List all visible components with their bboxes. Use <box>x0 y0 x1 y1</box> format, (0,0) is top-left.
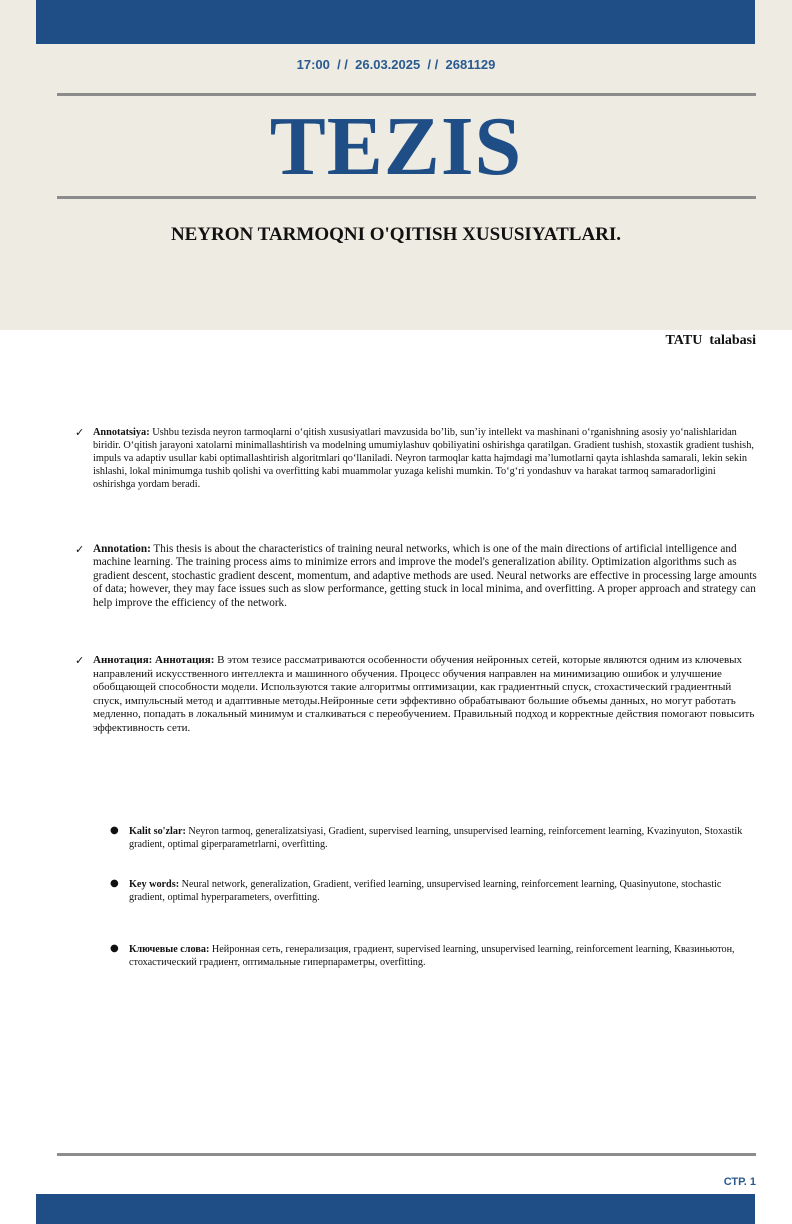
top-color-bar <box>36 0 755 44</box>
keywords-uzbek <box>110 825 759 851</box>
bottom-color-bar <box>36 1194 755 1224</box>
abstract-text: В этом тезисе рассматриваются особенности обучения нейронных сетей, которые являются одним из ключевых направлений искусственного интеллекта и машинного обучения. Процесс обучения направлен на минимизацию ошибок и улучшение обобщающей способности модели. Используются такие алгоритмы оптимизации, как градиентный спуск, стохастический градиентный спуск, импульсный метод и адаптивные методы.Нейронные сети эффективно обрабатывают большие объемы данных, но могут работать медленно, попадать в локальный минимум и сталкиваться с переобучением. Правильный подход и корректные действия помогают повысить эффективность сети. <box>93 654 755 734</box>
keywords-label: Ключевые слова: <box>129 944 210 955</box>
abstract-russian <box>75 654 759 735</box>
check-icon: ✓ <box>75 426 85 439</box>
bullet-icon: ● <box>110 825 119 836</box>
keywords-russian <box>110 943 759 969</box>
keywords-label: Kalit so'zlar: <box>129 826 186 837</box>
keywords-label: Key words: <box>129 879 180 890</box>
abstract-text: Ushbu tezisda neyron tarmoqlarni o‘qitish xususiyatlari mavzusida bo’lib, sun’iy intellekt va mashinani o‘rganishning asosiy yo‘nalishlaridan biridir. O‘qitish jarayoni xatolarni minimallashtirish va modelning umumiylashuv qobiliyatini oshirishga qaratilgan. Gradient tushish, stoxastik gradient tushish, impuls va adaptiv usullar kabi optimallashtirish algoritmlari qo‘llaniladi. Neyron tarmoqlar katta hajmdagi ma’lumotlarni qayta ishlashda samarali, lekin sekin ishlashi, lokal minimumga tushib qolishi va overfitting kabi muammolar yuzaga kelishi mumkin. To‘g‘ri yondashuv va harakat tarmoq samaradorligini oshirishga yordam beradi. <box>93 427 754 490</box>
keywords-text: Neural network, generalization, Gradient, verified learning, unsupervised learning, reinforcement learning, Quasinyutone, stochastic gradient, optimal hyperparameters, overfitting. <box>129 879 722 903</box>
bullet-icon: ● <box>110 943 119 954</box>
abstract-text: This thesis is about the characteristics of training neural networks, which is one of the main directions of artificial intelligence and machine learning. The training process aims to minimize errors and improve the model's generalization ability. Optimization algorithms such as gradient descent, stochastic gradient descent, momentum, and adaptive methods are used. Neural networks are effective in processing large amounts of data; however, they may face issues such as slow performance, getting stuck in local minima, and overfitting. A proper approach and strategy can help improve the efficiency of the network. <box>93 543 757 609</box>
abstract-english <box>75 543 759 610</box>
keywords-english <box>110 878 759 904</box>
abstract-label: Annotatsiya: <box>93 427 150 438</box>
header-divider <box>57 196 756 199</box>
document-title: NEYRON TARMOQNI O'QITISH XUSUSIYATLARI. <box>170 224 622 245</box>
check-icon: ✓ <box>75 543 85 556</box>
abstract-uzbek <box>75 426 759 492</box>
keywords-text: Нейронная сеть, генерализация, градиент, supervised learning, unsupervised learning, reinforcement learning, Квазиньютон, стохастический градиент, оптимальные гиперпараметры, overfitting. <box>129 944 735 968</box>
abstract-label: Annotation: <box>93 543 151 555</box>
page-number: СТР. 1 <box>723 1176 756 1188</box>
footer-divider <box>57 1153 756 1156</box>
author-line: TATU talabasi <box>665 333 756 348</box>
check-icon: ✓ <box>75 654 85 667</box>
meta-line: 17:00 / / 26.03.2025 / / 2681129 <box>296 57 496 72</box>
bullet-icon: ● <box>110 878 119 889</box>
abstract-label: Аннотация: Аннотация: <box>93 654 215 666</box>
keywords-text: Neyron tarmoq, generalizatsiyasi, Gradient, supervised learning, unsupervised learning, reinforcement learning, Kvazinyuton, Stoxastik gradient, optimal giperparametrlarni, overfitting. <box>129 826 743 850</box>
brand-title: TEZIS <box>269 100 523 193</box>
top-divider <box>57 93 756 96</box>
